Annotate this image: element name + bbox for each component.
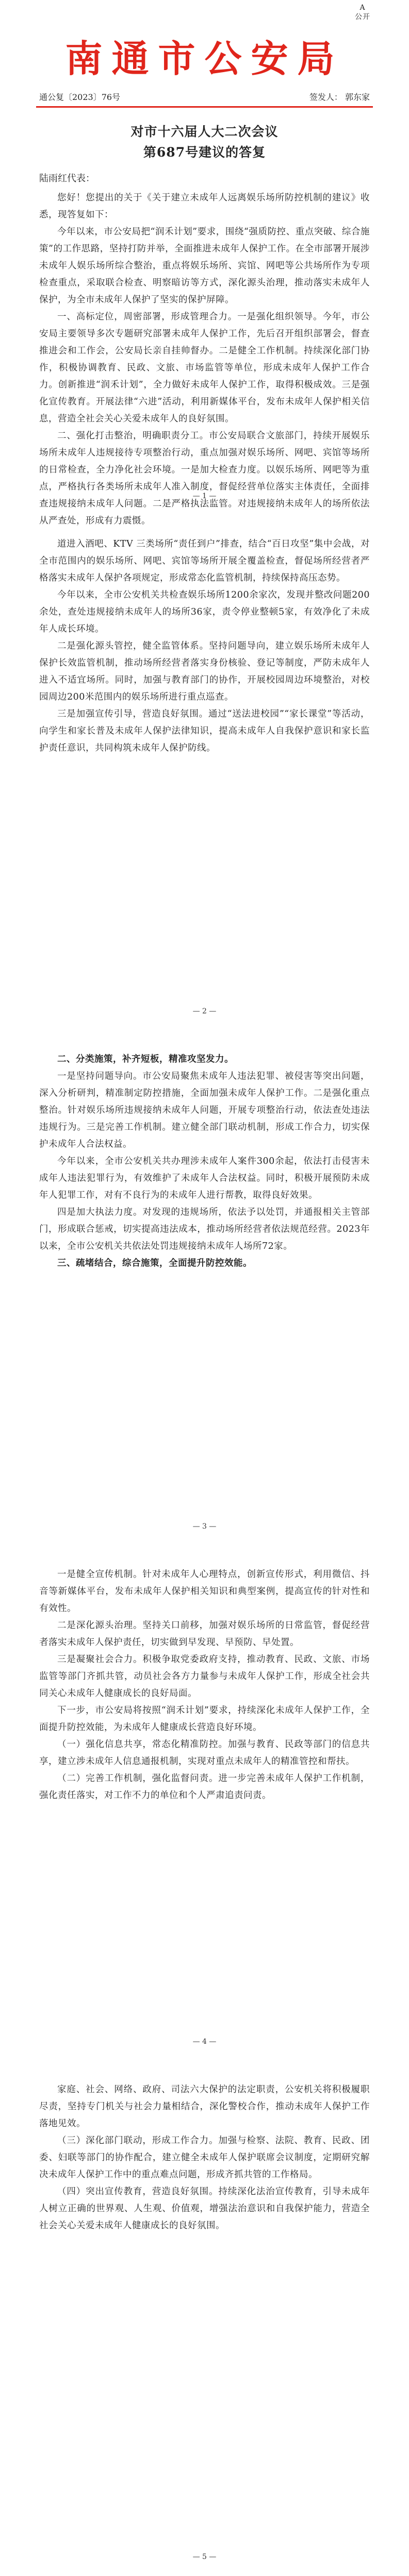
red-divider [36, 106, 373, 108]
body-paragraph: 今年以来，全市公安机关共办理涉未成年人案件300余起，依法打击侵害未成年人违法犯罪行为，有效维护了未成年人合法权益。同时，积极开展预防未成年人犯罪工作，对有不良行为的未成年人进行帮教，取得良好效果。 [39, 1156, 370, 1200]
body-paragraph: 二是强化源头管控，健全监管体系。坚持问题导向，建立娱乐场所未成年人保护长效监管机制，推动场所经营者落实身份核验、登记等制度，严防未成年人进入不适宜场所。同时，加强与教育部门的协作，开展校园周边环境整治，对校园周边200米范围内的娱乐场所进行重点巡查。 [39, 641, 370, 702]
page-number: — 2 — [192, 1007, 217, 1015]
salutation: 陆雨红代表： [39, 173, 95, 184]
page-number: — 3 — [192, 1522, 217, 1531]
body-paragraph: 四是加大执法力度。对发现的违规场所，依法予以处罚，并通报相关主管部门，形成联合惩戒，切实提高违法成本，推动场所经营者依法规范经营。2023年以来，全市公安机关共依法处罚违规接纳未成年人场所72家。 [39, 1207, 370, 1251]
body-paragraph: 一是健全宣传机制。针对未成年人心理特点，创新宣传形式，利用微信、抖音等新媒体平台，发布未成年人保护相关知识和典型案例，提高宣传的针对性和有效性。 [39, 1569, 370, 1614]
body-paragraph: 您好！您提出的关于《关于建立未成年人远离娱乐场所防控机制的建议》收悉，现答复如下： [39, 193, 370, 220]
page-2 [0, 515, 409, 1030]
page-3 [0, 1546, 409, 2061]
disclosure-label: A 公开 [355, 4, 370, 21]
body-paragraph: 今年以来，市公安局把“润禾计划”要求，围绕“强质防控、重点突破、综合施策”的工作思路，坚持打防并举，全面推进未成年人保护工作。在全市部署开展涉未成年人娱乐场所综合整治，重点将娱乐场所、宾馆、网吧等公共场所作为专项检查重点，采取联合检查、明察暗访等方式，深化源头治理，推动落实未成年人保护，为全市未成年人保护了坚实的保护屏障。 [39, 227, 370, 305]
page-2b [0, 1030, 409, 1546]
body-paragraph: 家庭、社会、网络、政府、司法六大保护的法定职责，公安机关将积极履职尽责，坚持专门机关与社会力量相结合，深化警校合作，推动未成年人保护工作落地见效。 [39, 2084, 370, 2129]
body-paragraph: （四）突出宣传教育，营造良好氛围。持续深化法治宣传教育，引导未成年人树立正确的世界观、人生观、价值观，增强法治意识和自我保护能力，营造全社会关心关爱未成年人健康成长的良好氛围。 [39, 2187, 370, 2231]
body-paragraph: 一、高标定位，周密部署，形成管理合力。一是强化组织领导。今年，市公安局主要领导多次专题研究部署未成年人保护工作，先后召开组织部署会，督查推进会和工作会，公安局长亲自挂帅督办。二是健全工作机制。持续深化部门协作，积极协调教育、民政、文旅、市场监管等单位，形成未成年人保护工作合力。创新推进“润禾计划”，全力做好未成年人保护工作，取得积极成效。三是强化宣传教育。开展法律“六进”活动，利用新媒体平台，发布未成年人保护相关信息，营造全社会关心关爱未成年人的良好氛围。 [39, 312, 370, 424]
page-number: — 4 — [192, 2038, 217, 2046]
body-paragraph: 下一步，市公安局将按照“润禾计划”要求，持续深化未成年人保护工作，全面提升防控效能，为未成年人健康成长营造良好环境。 [39, 1705, 370, 1733]
body-paragraph: （一）强化信息共享，常态化精准防控。加强与教育、民政等部门的信息共享，建立涉未成年人信息通报机制，实现对重点未成年人的精准管控和帮扶。 [39, 1739, 370, 1767]
signer: 签发人： 郭东家 [309, 92, 370, 102]
body-paragraph: 道进入酒吧、KTV 三类场所“责任到户”排查，结合“百日攻坚”集中会战，对全市范围内的娱乐场所、网吧、宾馆等场所开展全覆盖检查，督促场所经营者严格落实未成年人保护各项规定，形成常态化监管机制，持续保持高压态势。 [39, 539, 370, 583]
section-heading: 二、分类施策，补齐短板，精准攻坚发力。 [57, 1054, 234, 1064]
page-4 [0, 2061, 409, 2576]
page-number: — 1 — [192, 492, 217, 500]
body-paragraph: 三是加强宣传引导，营造良好氛围。通过“送法进校园”“家长课堂”等活动，向学生和家长普及未成年人保护法律知识，提高未成年人自我保护意识和家长监护责任意识，共同构筑未成年人保护防线。 [39, 709, 370, 753]
section-heading: 三、疏堵结合，综合施策，全面提升防控效能。 [57, 1258, 252, 1268]
page-number: — 5 — [192, 2553, 217, 2561]
body-paragraph: 二是深化源头治理。坚持关口前移，加强对娱乐场所的日常监管，督促经营者落实未成年人保护责任，切实做到早发现、早预防、早处置。 [39, 1620, 370, 1648]
body-paragraph: 三是凝聚社会合力。积极争取党委政府支持，推动教育、民政、文旅、市场监管等部门齐抓共管，动员社会各方力量参与未成年人保护工作，形成全社会共同关心未成年人健康成长的良好局面。 [39, 1654, 370, 1699]
page-1 [0, 0, 409, 526]
body-paragraph: （二）完善工作机制，强化监督问责。进一步完善未成年人保护工作机制，强化责任落实，对工作不力的单位和个人严肃追责问责。 [39, 1773, 370, 1801]
body-paragraph: 一是坚持问题导向。市公安局聚焦未成年人违法犯罪、被侵害等突出问题，深入分析研判，精准制定防控措施，全面加强未成年人保护工作。二是强化重点整治。针对娱乐场所违规接纳未成年人问题，开展专项整治行动，依法查处违法违规行为。三是完善工作机制。建立健全部门联动机制，形成工作合力，切实保护未成年人合法权益。 [39, 1071, 370, 1149]
title-line-2: 第687号建议的答复 [143, 145, 266, 160]
doc-number: 通公复〔2023〕76号 [39, 92, 121, 102]
body-paragraph: 二、强化打击整治，明确职责分工。市公安局联合文旅部门，持续开展娱乐场所未成年人违规接待专项整治行动，重点加强对娱乐场所、网吧、宾馆等场所的日常检查，全力净化社会环境。一是加大检查力度。以娱乐场所、网吧等为重点，严格执行各类场所未成年人准入制度，督促经营单位落实主体责任，全面排查违规接纳未成年人问题。二是严格执法监管。对违规接纳未成年人的场所依法从严查处，形成有力震慑。 [39, 431, 370, 526]
body-paragraph: 今年以来，全市公安机关共检查娱乐场所1200余家次，发现并整改问题200余处，查处违规接纳未成年人的场所36家，责令停业整顿5家，有效净化了未成年人成长环境。 [39, 590, 370, 634]
body-paragraph: （三）深化部门联动，形成工作合力。加强与检察、法院、教育、民政、团委、妇联等部门的协作配合，建立健全未成年人保护联席会议制度，定期研究解决未成年人保护工作中的重点难点问题，形成齐抓共管的工作格局。 [39, 2136, 370, 2180]
title-line-1: 对市十六届人大二次会议 [130, 124, 279, 139]
agency-title: 南通市公安局 [65, 37, 344, 80]
